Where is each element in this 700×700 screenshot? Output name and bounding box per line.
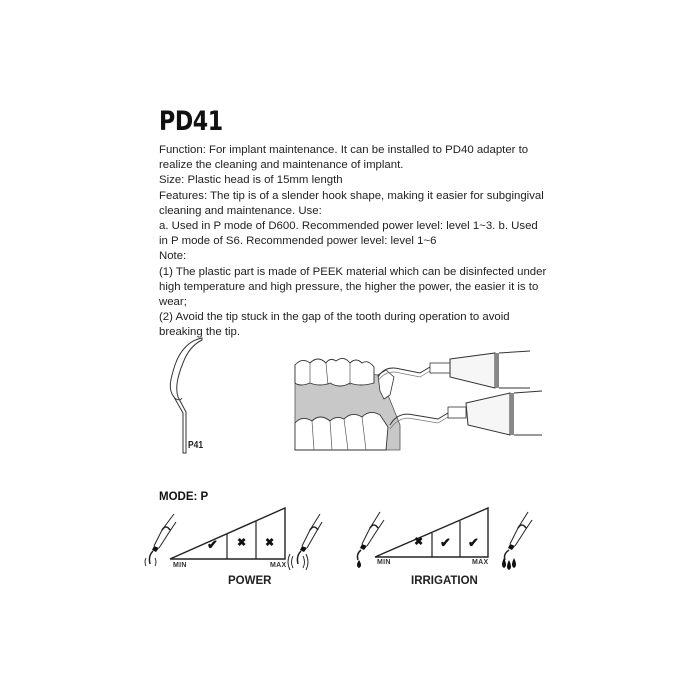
size-text: Size: Plastic head is of 15mm length (159, 174, 343, 187)
irrigation-level-3-check-icon: ✔ (468, 535, 479, 550)
mode-label: MODE: P (159, 491, 209, 503)
note-1-text: (1) The plastic part is made of PEEK material which can be disinfected under high temperature and high pressure, the higher the power, the easier it is to wear; (159, 265, 547, 309)
handpiece-multi-drop-icon (500, 508, 534, 572)
irrigation-level-2-check-icon: ✔ (440, 535, 451, 550)
usage-text: a. Used in P mode of D600. Recommended power level: level 1~3. b. Used in P mode of S6. Recommended power level: level 1~6 (159, 220, 538, 248)
power-level-3-cross-icon: ✖ (265, 537, 275, 549)
power-level-triangle (168, 506, 290, 562)
note-heading: Note: (159, 250, 187, 263)
power-level-1-check-icon: ✔ (207, 537, 218, 552)
power-title: POWER (228, 575, 272, 587)
teeth-with-handpieces-icon (290, 355, 550, 455)
note-2-text: (2) Avoid the tip stuck in the gap of the tooth during operation to avoid breaking the tip. (159, 311, 510, 339)
irrigation-max-label: MAX (472, 559, 489, 566)
irrigation-title: IRRIGATION (411, 575, 478, 587)
scaler-tip-hook-icon (150, 320, 200, 460)
function-text: Function: For implant maintenance. It can be installed to PD40 adapter to realize the cleaning and maintenance of implant. (159, 144, 529, 172)
irrigation-level-1-cross-icon: ✖ (414, 536, 424, 548)
power-min-label: MIN (173, 562, 187, 569)
product-title: PD41 (159, 106, 223, 137)
power-level-2-cross-icon: ✖ (237, 537, 247, 549)
features-text: Features: The tip is of a slender hook shape, making it easier for subgingival cleaning and maintenance. Use: (159, 189, 544, 217)
irrigation-min-label: MIN (377, 559, 391, 566)
product-description (159, 143, 549, 341)
tip-label: P41 (188, 440, 204, 451)
power-max-label: MAX (270, 562, 287, 569)
handpiece-high-vibration-icon (288, 508, 322, 570)
irrigation-level-triangle (373, 506, 493, 560)
